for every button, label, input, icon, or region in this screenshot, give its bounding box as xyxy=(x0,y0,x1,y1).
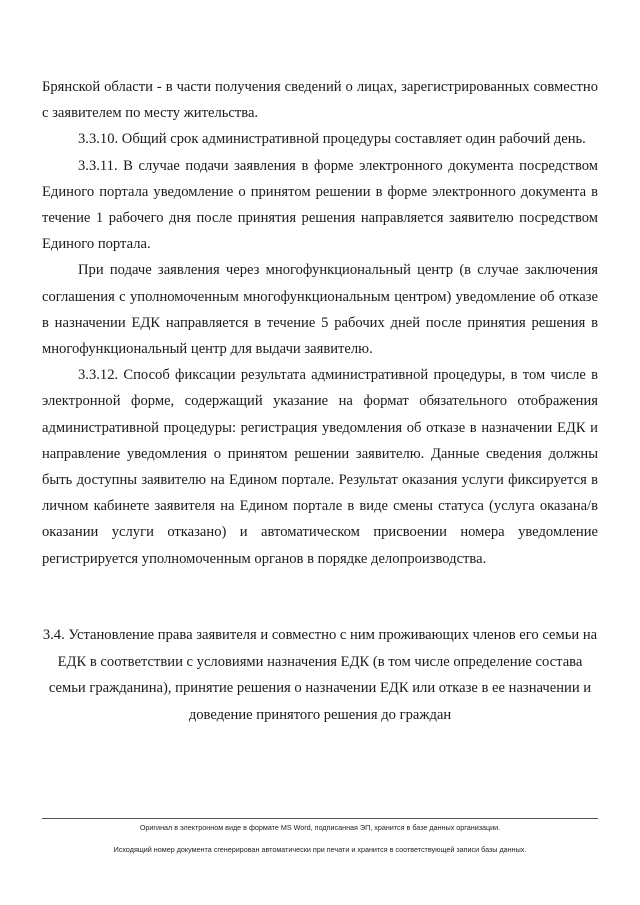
paragraph-mfc-notice: При подаче заявления через многофункциональный центр (в случае заключения соглашения с уполномоченным многофункциональным центром) уведомление об отказе в назначении ЕДК направляется в течение 5 рабочих дней после принятия решения в многофункциональный центр для выдачи заявителю. xyxy=(42,262,598,358)
paragraph-3-3-11: 3.3.11. В случае подачи заявления в форме электронного документа посредством Единого портала уведомление о принятом решении в форме электронного документа в течение 1 рабочего дня после принятия решения направляется заявителю посредством Единого портала. xyxy=(42,157,598,253)
footer-note-original: Оригинал в электронном виде в формате MS Word, подписанная ЭП, хранится в базе данных организации. xyxy=(139,823,501,832)
footer-note-number: Исходящий номер документа сгенерирован автоматически при печати и хранится в соответствующей записи базы данных. xyxy=(113,845,527,854)
paragraph-3-3-10: 3.3.10. Общий срок административной процедуры составляет один рабочий день. xyxy=(78,131,586,148)
section-heading-3-4: 3.4. Установление права заявителя и совместно с ним проживающих членов его семьи на ЕДК в соответствии с условиями назначения ЕДК (в том числе определение состава семьи гражданина), принятие решения о назначении ЕДК или отказе в ее назначении и доведение принятого решения до граждан xyxy=(42,627,598,723)
footer-divider xyxy=(42,818,598,819)
document-body xyxy=(42,74,598,572)
paragraph-3-3-12: 3.3.12. Способ фиксации результата административной процедуры, в том числе в электронной форме, содержащий указание на формат обязательного отображения административной процедуры: регистрация уведомления об отказе в назначении ЕДК и направление уведомления о принятом решении заявителю. Данные сведения должны быть доступны заявителю на Едином портале. Результат оказания услуги фиксируется в личном кабинете заявителя на Едином портале в виде смены статуса (услуга оказана/в оказании услуги отказано) и автоматическом присвоении номера уведомление регистрируется уполномоченным органов в порядке делопроизводства. xyxy=(42,367,598,567)
paragraph-continuation: Брянской области - в части получения сведений о лицах, зарегистрированных совместно с заявителем по месту жительства. xyxy=(42,79,598,122)
